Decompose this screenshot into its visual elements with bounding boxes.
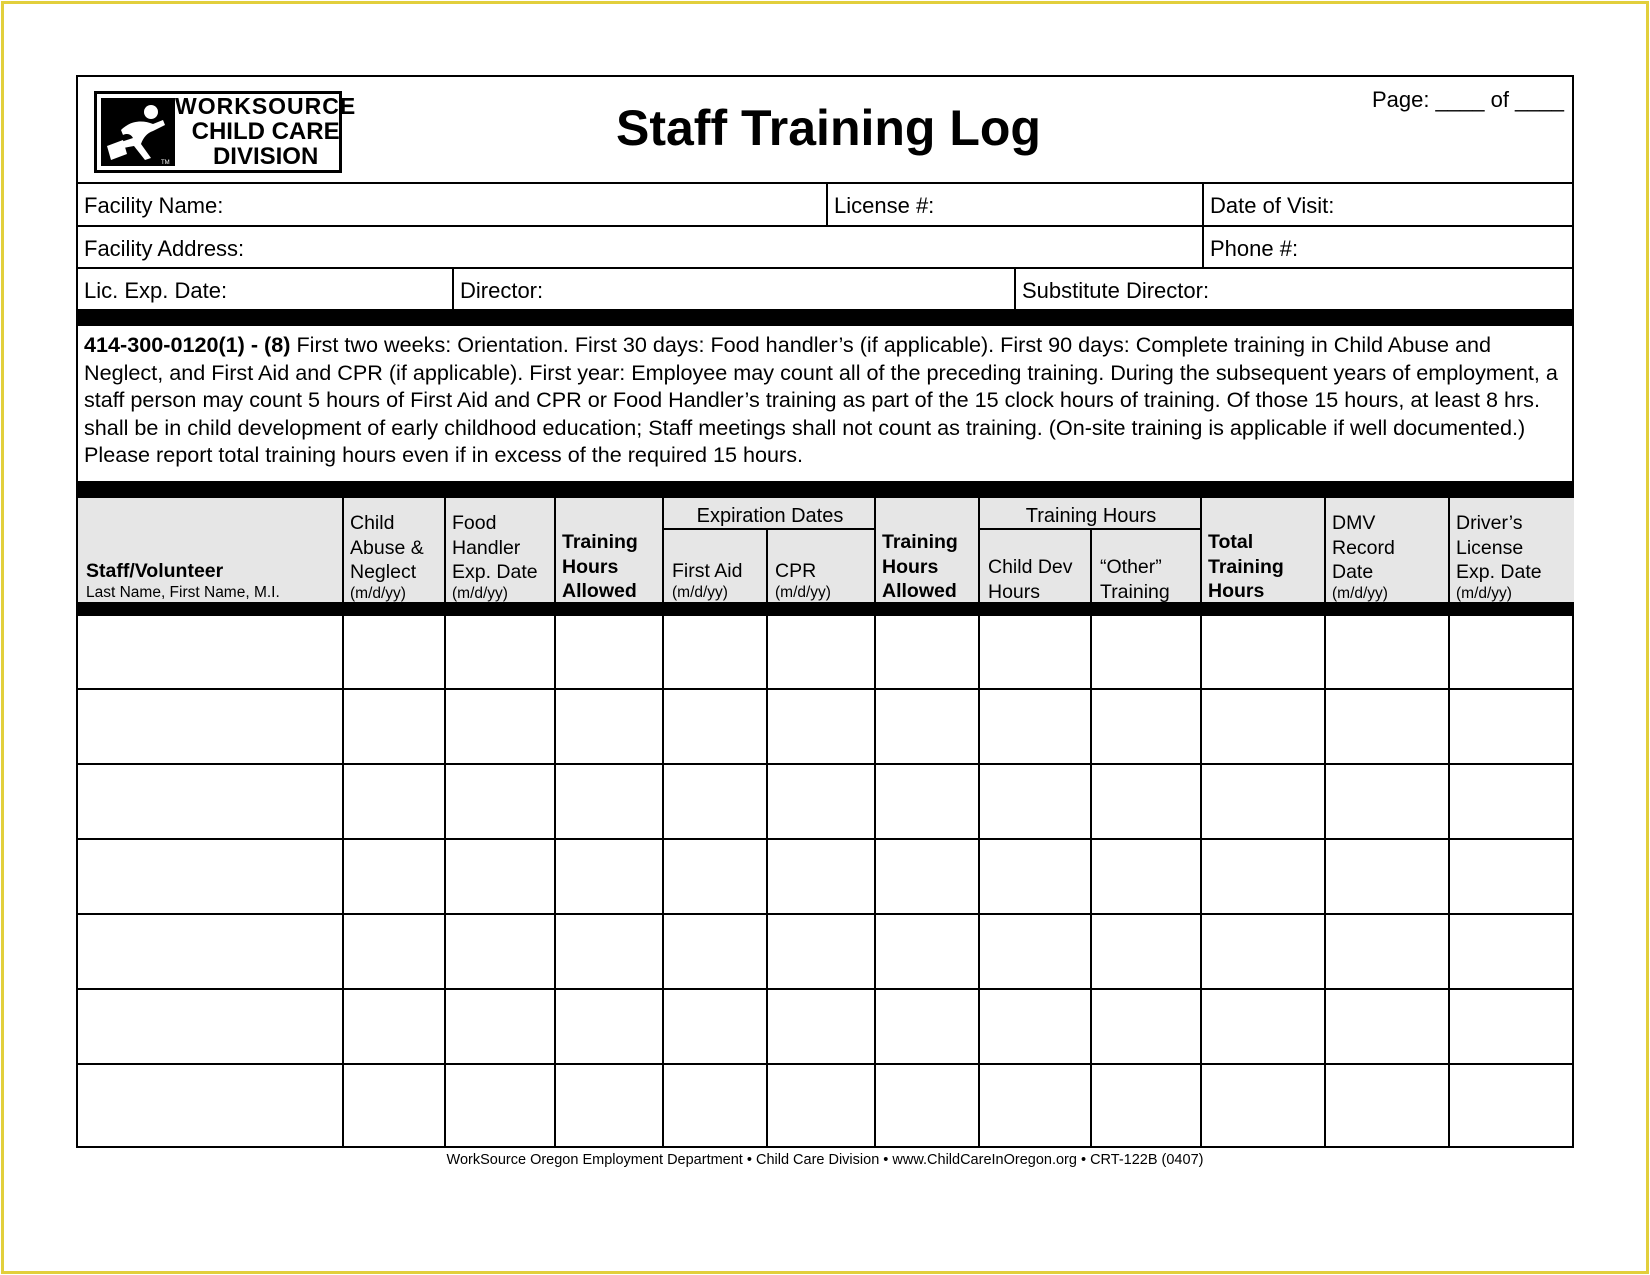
director-field[interactable]: Director: — [460, 278, 544, 303]
col-training-allowed-1 — [562, 530, 638, 604]
col-cpr-sub: (m/d/yy) — [775, 583, 831, 601]
col-staff-sub: Last Name, First Name, M.I. — [86, 583, 280, 601]
col-child-abuse — [350, 511, 424, 603]
footer-text: WorkSource Oregon Employment Department • Child Care Division • www.ChildCareInOregon.org • CRT-122B (0407) — [446, 1152, 1204, 1168]
col-ta2-l3: Allowed — [882, 580, 957, 602]
col-child-abuse-l2: Abuse & — [350, 536, 424, 559]
col-total-l3: Hours — [1208, 580, 1265, 602]
col-ta2-l1: Training — [882, 531, 958, 553]
col-total-l2: Training — [1208, 555, 1284, 578]
col-other-l1: “Other” — [1100, 556, 1162, 578]
col-cpr — [775, 559, 831, 602]
rule-code: 414-300-0120(1) - (8) — [84, 332, 291, 357]
col-dmv-l1: DMV — [1332, 512, 1376, 534]
col-total-l1: Total — [1208, 531, 1254, 553]
col-dmv-l2: Record — [1332, 536, 1395, 559]
col-first-aid — [672, 559, 742, 602]
group-training-hours: Training Hours — [1025, 505, 1157, 527]
training-requirements-note — [84, 331, 1568, 469]
col-ta1-l2: Hours — [562, 555, 619, 578]
col-drivers-sub: (m/d/yy) — [1456, 584, 1512, 602]
col-food-handler-sub: (m/d/yy) — [452, 584, 508, 602]
col-other-training — [1100, 555, 1170, 604]
lic-exp-date-field[interactable]: Lic. Exp. Date: — [84, 278, 228, 303]
col-child-abuse-sub: (m/d/yy) — [350, 584, 406, 602]
running-figure-icon — [101, 98, 175, 166]
table-row[interactable] — [78, 840, 1574, 913]
col-staff-main: Staff/Volunteer — [86, 560, 224, 582]
table-row[interactable] — [78, 765, 1574, 838]
table-row[interactable] — [78, 616, 1574, 688]
col-first-aid-sub: (m/d/yy) — [672, 583, 728, 601]
logo-line-1: WORKSOURCE — [175, 93, 357, 119]
substitute-director-field[interactable]: Substitute Director: — [1022, 278, 1210, 303]
page-title: Staff Training Log — [616, 100, 1041, 156]
table-row[interactable] — [78, 915, 1574, 988]
col-ta2-l2: Hours — [882, 555, 939, 578]
training-log-form — [76, 75, 1574, 1148]
worksource-logo — [94, 91, 357, 173]
facility-name-field[interactable]: Facility Name: — [84, 193, 224, 218]
date-of-visit-field[interactable]: Date of Visit: — [1210, 193, 1335, 218]
col-food-handler-l2: Handler — [452, 536, 521, 559]
col-dmv-record — [1332, 511, 1395, 603]
page-number-field[interactable]: Page: ____ of ____ — [1371, 87, 1564, 112]
col-child-dev — [988, 555, 1073, 604]
col-ta1-l3: Allowed — [562, 580, 637, 602]
col-drivers-l3: Exp. Date — [1456, 561, 1542, 583]
col-food-handler-l3: Exp. Date — [452, 561, 538, 583]
col-child-abuse-l1: Child — [350, 512, 395, 534]
col-total-training — [1208, 530, 1284, 604]
col-dmv-l3: Date — [1332, 561, 1374, 583]
phone-field[interactable]: Phone #: — [1210, 236, 1299, 261]
col-child-dev-l1: Child Dev — [988, 556, 1073, 578]
col-staff-volunteer — [86, 559, 280, 602]
col-other-l2: Training — [1100, 580, 1170, 603]
license-field[interactable]: License #: — [834, 193, 935, 218]
logo-line-2: CHILD CARE — [191, 118, 340, 145]
col-dmv-sub: (m/d/yy) — [1332, 584, 1388, 602]
col-ta1-l1: Training — [562, 531, 638, 553]
col-drivers-l2: License — [1456, 536, 1524, 559]
col-training-allowed-2 — [882, 530, 958, 604]
col-food-handler-l1: Food — [452, 512, 497, 534]
col-first-aid-label: First Aid — [672, 560, 743, 582]
col-food-handler — [452, 511, 538, 603]
col-drivers-l1: Driver’s — [1456, 512, 1523, 534]
table-row[interactable] — [78, 990, 1574, 1063]
facility-address-field[interactable]: Facility Address: — [84, 236, 245, 261]
col-child-abuse-l3: Neglect — [350, 561, 417, 583]
col-cpr-label: CPR — [775, 560, 817, 582]
logo-line-3: DIVISION — [212, 143, 319, 170]
col-child-dev-l2: Hours — [988, 580, 1041, 603]
rule-text: First two weeks: Orientation. First 30 days: Food handler’s (if applicable). First 90 days: Complete training in Child Abuse and Neglect, and First Aid and CPR (if applicable). First year: Employee may count all of the preceding training. During the subsequent years of employment, a staff person may count 5 hours of First Aid and CPR or Food Handler’s training as part of the 15 clock hours of training. Of those 15 hours, at least 8 hrs. shall be in child development of early childhood education; Staff meetings shall not count as training. (On-site training is applicable if well documented.) Please report total training hours even if in excess of the required 15 hours. — [84, 332, 1558, 467]
table-row[interactable] — [78, 1065, 1574, 1146]
col-drivers-license — [1456, 511, 1542, 603]
svg-text:TM: TM — [161, 160, 170, 166]
table-row[interactable] — [78, 690, 1574, 763]
group-expiration-dates: Expiration Dates — [696, 505, 844, 527]
